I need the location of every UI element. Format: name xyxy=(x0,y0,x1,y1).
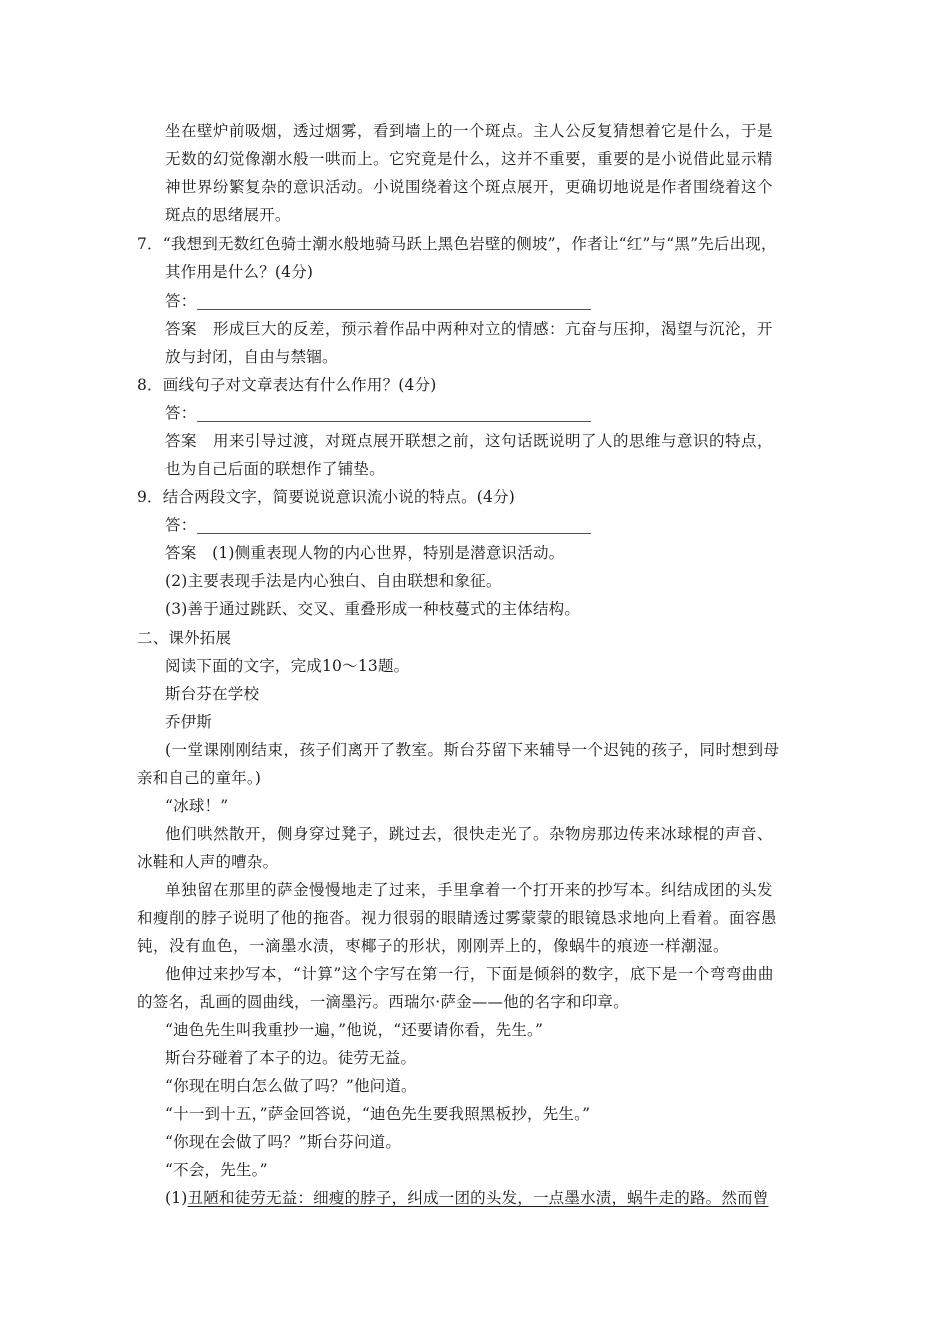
passage-line: 斯台芬碰着了本子的边。徒劳无益。 xyxy=(165,1049,417,1067)
passage-line: 的签名，乱画的圆曲线，一滴墨污。西瑞尔·萨金——他的名字和印章。 xyxy=(137,993,629,1011)
underlined-sentence: 丑陋和徒劳无益：细瘦的脖子，纠成一团的头发，一点墨水渍，蜗牛走的路。然而曾 xyxy=(187,1189,769,1207)
passage-line: 亲和自己的童年。) xyxy=(137,769,262,787)
answer-label: 答： xyxy=(165,404,197,422)
question-7: 7．“我想到无数红色骑士潮水般地骑马跃上黑色岩壁的侧坡”，作者让“红”与“黑”先后出现， xyxy=(137,235,777,253)
passage-line: 冰鞋和人声的嘈杂。 xyxy=(137,853,279,871)
passage-title: 斯台芬在学校 xyxy=(165,685,260,703)
answer-label: 答： xyxy=(165,292,197,310)
answer-blank-line[interactable] xyxy=(197,421,591,422)
passage-line: 单独留在那里的萨金慢慢地走了过来，手里拿着一个打开来的抄写本。纠结成团的头发 xyxy=(165,881,774,899)
passage-line: 钝，没有血色，一滴墨水渍，枣椰子的形状，刚刚弄上的，像蜗牛的痕迹一样潮湿。 xyxy=(137,937,730,955)
passage-line: “十一到十五，”萨金回答说，“迪色先生要我照黑板抄，先生。” xyxy=(165,1105,591,1123)
passage-line-underlined xyxy=(165,1187,768,1209)
passage-line: 他伸过来抄写本，“计算”这个字写在第一行，下面是倾斜的数字，底下是一个弯弯曲曲 xyxy=(165,965,774,983)
question-7-cont: 其作用是什么？(4分) xyxy=(165,263,314,281)
answer-blank-line[interactable] xyxy=(197,533,591,534)
answer-key: 答案 形成巨大的反差，预示着作品中两种对立的情感：亢奋与压抑，渴望与沉沦，开 xyxy=(165,320,774,338)
answer-key-cont: 放与封闭，自由与禁锢。 xyxy=(165,348,338,366)
section-heading: 二、课外拓展 xyxy=(137,629,232,647)
passage-line: 他们哄然散开，侧身穿过凳子，跳过去，很快走光了。杂物房那边传来冰球棍的声音、 xyxy=(165,825,774,843)
question-8: 8．画线句子对文章表达有什么作用？(4分) xyxy=(137,376,437,394)
instruction: 阅读下面的文字，完成10～13题。 xyxy=(165,657,410,675)
answer-key: 答案 用来引导过渡，对斑点展开联想之前，这句话既说明了人的思维与意识的特点， xyxy=(165,432,774,450)
passage-line: “你现在明白怎么做了吗？”他问道。 xyxy=(165,1077,417,1095)
answer-key-item: (3)善于通过跳跃、交叉、重叠形成一种枝蔓式的主体结构。 xyxy=(165,600,581,618)
paragraph-line: 神世界纷繁复杂的意识活动。小说围绕着这个斑点展开，更确切地说是作者围绕着这个 xyxy=(165,178,774,196)
passage-line: 和瘦削的脖子说明了他的拖沓。视力很弱的眼睛透过雾蒙蒙的眼镜恳求地向上看着。面容愚 xyxy=(137,909,778,927)
paragraph-line: 无数的幻觉像潮水般一哄而上。它究竟是什么，这并不重要，重要的是小说借此显示精 xyxy=(165,150,774,168)
item-number: (1) xyxy=(165,1189,188,1207)
passage-line: “不会，先生。” xyxy=(165,1161,268,1179)
answer-key-item: (2)主要表现手法是内心独白、自由联想和象征。 xyxy=(165,572,502,590)
passage-line: “冰球！” xyxy=(165,797,229,815)
passage-author: 乔伊斯 xyxy=(165,713,213,731)
paragraph-line: 坐在壁炉前吸烟，透过烟雾，看到墙上的一个斑点。主人公反复猜想着它是什么，于是 xyxy=(165,122,774,140)
question-9: 9．结合两段文字，简要说说意识流小说的特点。(4分) xyxy=(137,488,516,506)
passage-line: “迪色先生叫我重抄一遍，”他说，“还要请你看，先生。” xyxy=(165,1021,544,1039)
answer-key: 答案 (1)侧重表现人物的内心世界，特别是潜意识活动。 xyxy=(165,544,565,562)
paragraph-line: 斑点的思绪展开。 xyxy=(165,206,291,224)
answer-label: 答： xyxy=(165,516,197,534)
answer-blank-line[interactable] xyxy=(197,309,591,310)
passage-line: (一堂课刚刚结束，孩子们离开了教室。斯台芬留下来辅导一个迟钝的孩子，同时想到母 xyxy=(165,741,780,759)
passage-line: “你现在会做了吗？”斯台芬问道。 xyxy=(165,1133,402,1151)
answer-key-cont: 也为自己后面的联想作了铺垫。 xyxy=(165,460,385,478)
